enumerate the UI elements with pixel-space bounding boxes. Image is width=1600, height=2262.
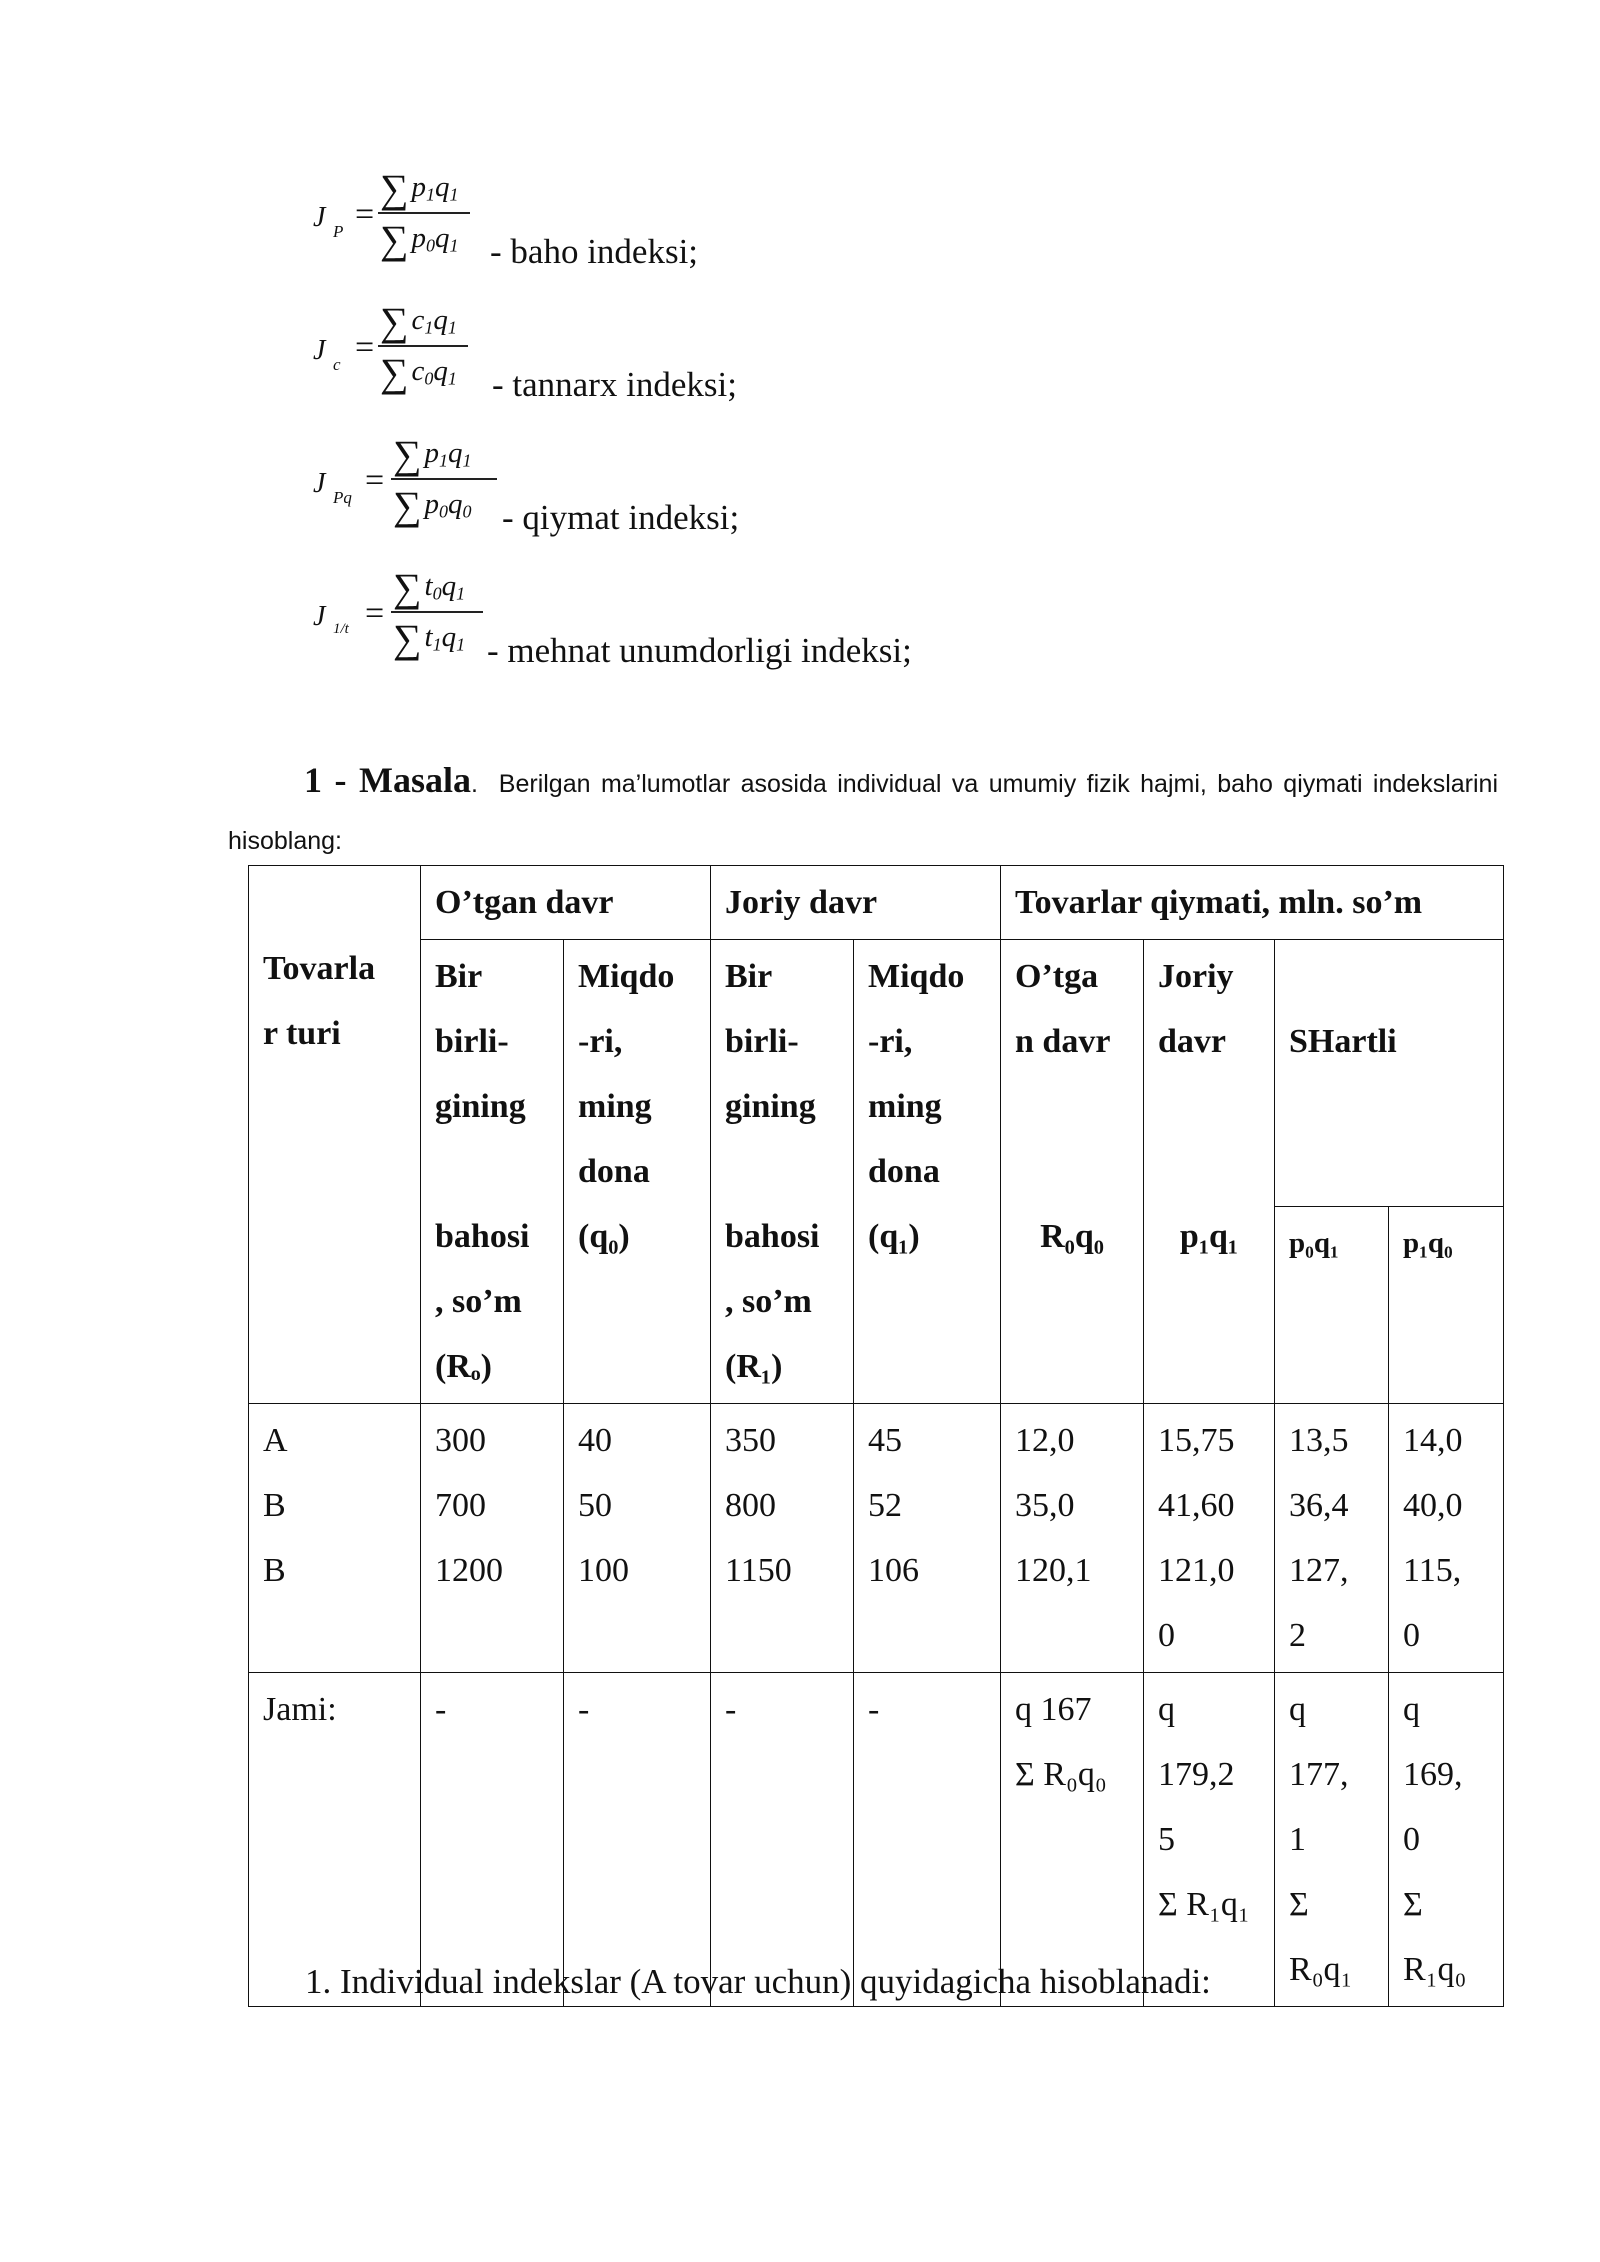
equals-sign: = [355, 329, 375, 366]
formula-subscript: P [333, 222, 344, 241]
symbol-p0q0: R₀q₀ [1040, 1218, 1104, 1255]
cell-current-prices: 350 800 1150 [711, 1404, 854, 1673]
symbol-p1q0: p₁q₀ [1389, 1206, 1504, 1403]
cell-total-label: Jami: [249, 1673, 421, 2007]
formula-denominator: ∑ $c_0q_1$ [380, 350, 457, 395]
sigma-icon: ∑ [393, 483, 422, 528]
goods-index-table [248, 865, 1504, 2007]
formula-subscript: c [333, 355, 341, 374]
formula-subscript: Pq [333, 488, 352, 507]
cell-total-dash: - [711, 1673, 854, 2007]
cell-total-dash: - [854, 1673, 1001, 2007]
equals-sign: = [365, 595, 385, 632]
header-product-type: Tovarla r turi [249, 866, 421, 1404]
problem-heading: 1 - Masala [304, 760, 471, 800]
fraction-bar [391, 478, 497, 480]
cell-product-names: A B B [249, 1404, 421, 1673]
header-value-past: O’tga n davr R₀q₀ [1001, 940, 1144, 1404]
individual-indices-heading: 1. Individual indekslar (A tovar uchun) quyidagicha hisoblanadi: [305, 1962, 1211, 2001]
formula-price-index [305, 140, 1305, 270]
equals-sign: = [365, 462, 385, 499]
cell-total-p1q1: q 179,2 5 Σ R₁q₁ [1144, 1673, 1275, 2007]
cell-total-dash: - [421, 1673, 564, 2007]
cell-past-prices: 300 700 1200 [421, 1404, 564, 1673]
formula-denominator: ∑ $p_0q_0$ [393, 483, 472, 528]
formula-numerator: ∑ $p_1q_1$ [393, 432, 472, 477]
symbol-p1q1: p₁q₁ [1179, 1218, 1239, 1255]
cell-total-dash: - [564, 1673, 711, 2007]
formula-description: - mehnat unumdorligi indeksi; [487, 631, 912, 670]
cell-p1q0-values: 14,0 40,0 115, 0 [1389, 1404, 1504, 1673]
header-current-quantity: Miqdo -ri, ming dona (q₁) [854, 940, 1001, 1404]
header-past-unit-price: Bir birli- gining bahosi , so’m (Rₒ) [421, 940, 564, 1404]
cell-p0q0-values: 12,0 35,0 120,1 [1001, 1404, 1144, 1673]
header-current-unit-price: Bir birli- gining bahosi , so’m (R₁) [711, 940, 854, 1404]
header-current-period: Joriy davr [711, 866, 1001, 940]
sigma-icon: ∑ [393, 565, 422, 610]
sigma-icon: ∑ [380, 299, 409, 344]
formula-numerator: ∑ $t_0q_1$ [393, 565, 466, 610]
sigma-icon: ∑ [380, 166, 409, 211]
sigma-icon: ∑ [393, 432, 422, 477]
cell-total-p0q0: q 167 Σ R₀q₀ [1001, 1673, 1144, 2007]
header-past-period: O’tgan davr [421, 866, 711, 940]
formula-symbol: J [313, 468, 326, 499]
fraction-bar [378, 345, 468, 347]
header-value-current: Joriy davr p₁q₁ [1144, 940, 1275, 1404]
sigma-icon: ∑ [380, 350, 409, 395]
fraction-bar [378, 212, 470, 214]
formula-symbol: J [313, 202, 326, 233]
header-conditional: SHartli [1275, 940, 1504, 1207]
formula-symbol: J [313, 335, 326, 366]
formula-numerator: ∑ $p_1q_1$ [380, 166, 459, 211]
formula-subscript: 1/t [333, 621, 349, 637]
formula-labor-productivity-index [305, 539, 1305, 669]
cell-past-quantities: 40 50 100 [564, 1404, 711, 1673]
formula-cost-index [305, 273, 1305, 403]
sigma-icon: ∑ [380, 217, 409, 262]
sigma-icon: ∑ [393, 616, 422, 661]
formula-value-index [305, 406, 1305, 536]
problem-statement: 1 - Masala. Berilgan ma’lumotlar asosida individual va umumiy fizik hajmi, baho qiymati indekslarini hisoblang: [228, 760, 1498, 855]
cell-p0q1-values: 13,5 36,4 127, 2 [1275, 1404, 1389, 1673]
formula-description: - tannarx indeksi; [492, 365, 737, 404]
formula-symbol: J [313, 601, 326, 632]
cell-p1q1-values: 15,75 41,60 121,0 0 [1144, 1404, 1275, 1673]
formula-denominator: ∑ $t_1q_1$ [393, 616, 466, 661]
header-goods-value: Tovarlar qiymati, mln. so’m [1001, 866, 1504, 940]
header-past-quantity: Miqdo -ri, ming dona (q₀) [564, 940, 711, 1404]
cell-total-p0q1: q 177, 1 Σ R₀q₁ [1275, 1673, 1389, 2007]
formula-description: - qiymat indeksi; [502, 498, 740, 537]
equals-sign: = [355, 196, 375, 233]
problem-text: Berilgan ma’lumotlar asosida individual va umumiy fizik hajmi, baho qiymati indekslarini hisoblang: [228, 770, 1498, 855]
formula-numerator: ∑ $c_1q_1$ [380, 299, 457, 344]
cell-total-p1q0: q 169, 0 Σ R₁q₀ [1389, 1673, 1504, 2007]
fraction-bar [391, 611, 483, 613]
formula-description: - baho indeksi; [490, 232, 699, 271]
formula-denominator: ∑ $p_0q_1$ [380, 217, 459, 262]
cell-current-quantities: 45 52 106 [854, 1404, 1001, 1673]
symbol-p0q1: p₀q₁ [1275, 1206, 1389, 1403]
